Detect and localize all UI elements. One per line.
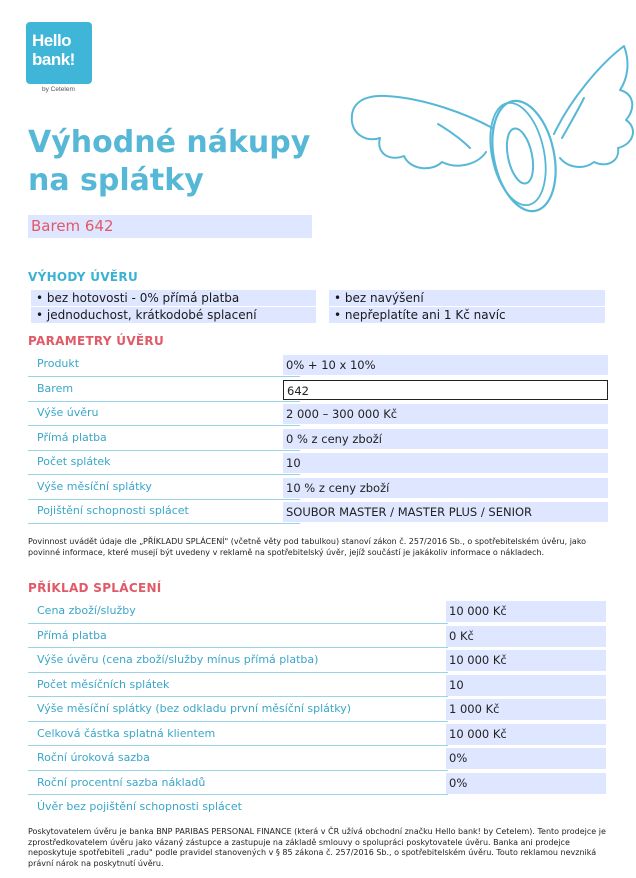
benefit-item: • bez hotovosti - 0% přímá platba — [31, 290, 316, 306]
param-row — [28, 499, 608, 524]
param-row — [28, 352, 608, 377]
example-value: 0% — [446, 748, 606, 769]
title-line1: Výhodné nákupy — [28, 125, 311, 160]
logo-line2: bank! — [32, 50, 75, 69]
logo-byline: by Cetelem — [42, 86, 75, 93]
example-row — [28, 624, 606, 649]
example-label: Roční úroková sazba — [37, 751, 150, 764]
example-value: 10 000 Kč — [446, 601, 606, 622]
param-row — [28, 377, 608, 402]
param-label: Produkt — [37, 357, 80, 370]
param-label: Počet splátek — [37, 455, 111, 468]
param-value: 2 000 – 300 000 Kč — [283, 404, 608, 424]
example-heading: PŘÍKLAD SPLÁCENÍ — [28, 581, 162, 595]
example-note: Úvěr bez pojištění schopnosti splácet — [37, 800, 242, 813]
row-divider — [28, 523, 300, 524]
benefit-item: • nepřeplatíte ani 1 Kč navíc — [329, 307, 605, 323]
example-value: 10 — [446, 675, 606, 696]
hello-bank-logo — [26, 22, 92, 84]
title-line2: na splátky — [28, 163, 204, 198]
benefit-item: • bez navýšení — [329, 290, 605, 306]
param-row — [28, 401, 608, 426]
example-value: 0 Kč — [446, 626, 606, 647]
param-label: Barem — [37, 382, 74, 395]
example-value: 0% — [446, 773, 606, 794]
footer-disclaimer: Poskytovatelem úvěru je banka BNP PARIBAS PERSONAL FINANCE (která v ČR užívá obchodní značku Hello bank! by Cetelem). Tento prodejce je zprostředkovatelem úvěru jako vázaný zástupce a zastupuje na základě smlouvy o spolupráci poskytovatele úvěru. Banka ani prodejce neposkytuje spotřebiteli „radu" podle pravidel stanovených v § 85 zákona č. 257/2016 Sb., o spotřebitelském úvěru. Touto reklamou nevzniká právní nárok na poskytnutí úvěru. — [28, 827, 606, 868]
page-title — [28, 124, 310, 200]
barem-label: Barem 642 — [28, 215, 312, 238]
example-label: Výše měsíční splátky (bez odkladu první měsíční splátky) — [37, 702, 352, 715]
logo-line1: Hello — [32, 31, 72, 50]
param-value: SOUBOR MASTER / MASTER PLUS / SENIOR — [283, 502, 608, 522]
example-note-row — [28, 795, 606, 820]
param-label: Výše úvěru — [37, 406, 99, 419]
example-label: Cena zboží/služby — [37, 604, 136, 617]
example-value: 10 000 Kč — [446, 650, 606, 671]
example-row — [28, 697, 606, 722]
param-label: Přímá platba — [37, 431, 107, 444]
param-value: 10 — [283, 453, 608, 473]
example-label: Přímá platba — [37, 628, 107, 642]
param-value: 10 % z ceny zboží — [283, 478, 608, 498]
benefits-heading: VÝHODY ÚVĚRU — [28, 270, 138, 284]
winged-zero-illustration — [348, 38, 636, 238]
example-row — [28, 599, 606, 624]
benefit-item: • jednoduchost, krátkodobé splacení — [31, 307, 316, 323]
param-value: 0 % z ceny zboží — [283, 429, 608, 449]
param-label: Výše měsíční splátky — [37, 480, 152, 493]
param-value: 0% + 10 x 10% — [283, 355, 608, 375]
example-value: 10 000 Kč — [446, 724, 606, 745]
example-row — [28, 771, 606, 796]
example-value: 1 000 Kč — [446, 699, 606, 720]
example-row — [28, 648, 606, 673]
param-row — [28, 450, 608, 475]
example-label: Roční procentní sazba nákladů — [37, 775, 206, 789]
param-row — [28, 426, 608, 451]
example-row — [28, 746, 606, 771]
example-row — [28, 673, 606, 698]
param-value: 642 — [283, 380, 608, 400]
example-label: Výše úvěru (cena zboží/služby mínus přímá platba) — [37, 653, 319, 666]
params-heading: PARAMETRY ÚVĚRU — [28, 334, 164, 348]
example-row — [28, 722, 606, 747]
param-row — [28, 475, 608, 500]
legal-notice: Povinnost uvádět údaje dle „PŘÍKLADU SPLÁCENÍ" (včetně věty pod tabulkou) stanoví zákon č. 257/2016 Sb., o spotřebitelském úvěru, jako povinné informace, které musejí být uvedeny v reklamě na spotřebitelský úvěr, jejíž součástí je jakákoliv informace o nákladech. — [28, 537, 587, 557]
example-label: Počet měsíčních splátek — [37, 677, 170, 691]
example-label: Celková částka splatná klientem — [37, 726, 216, 740]
param-label: Pojištění schopnosti splácet — [37, 504, 189, 517]
